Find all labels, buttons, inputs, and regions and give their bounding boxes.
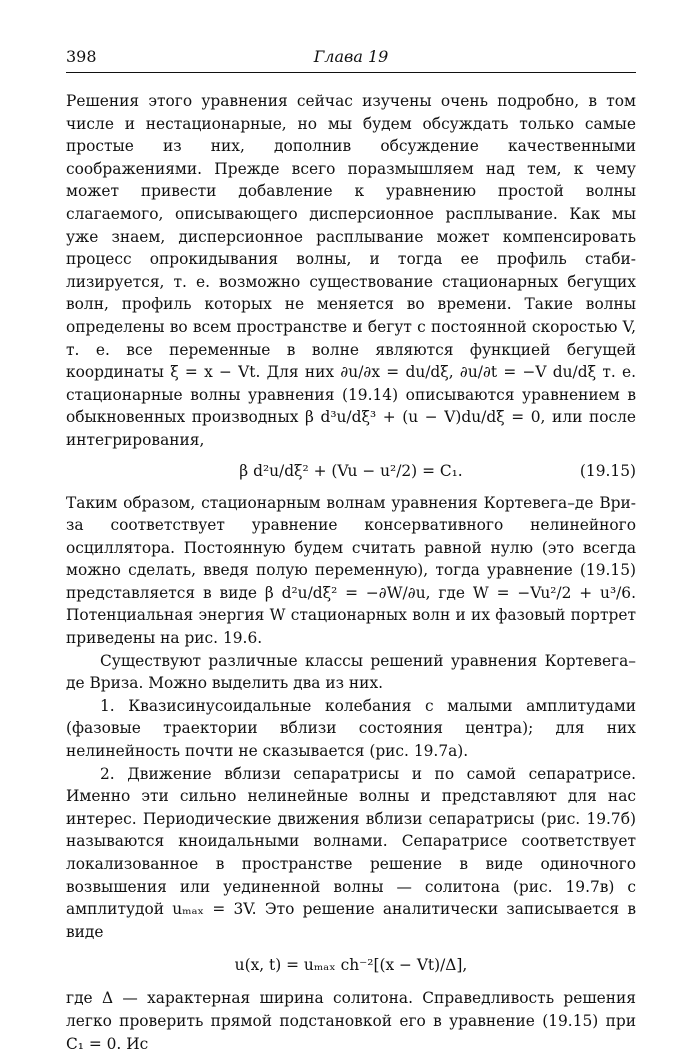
header-rule (66, 72, 636, 73)
paragraph-oscillator: Таким образом, стационарным волнам уравнения Кортевега–де Вриза соответствует уравнение консервативного нелинейного осциллятора. Постоянную будем считать равной нулю (это всегда можно сделать, введя полую переменную), тогда уравнение (19.15) представляется в виде β d²u/dξ² = −∂W/∂u, где W = −Vu²/2 + u³/6. Потенциальная энергия W стационарных волн и их фазовый портрет приведены на рис. 19.6. (66, 493, 636, 648)
page-header (66, 47, 636, 69)
paragraph-classes: Существуют различные классы решений уравнения Кортевега–де Вриза. Можно выделить два из них. (66, 651, 636, 693)
page-number: 398 (66, 47, 97, 66)
equation-19-15 (66, 452, 636, 492)
page-body (66, 90, 636, 1055)
equation-formula: β d²u/dξ² + (Vu − u²/2) = C₁. (239, 461, 463, 480)
paragraph-item-1: 1. Квазисинусоидальные колебания с малыми амплитудами (фазовые траектории вблизи состояния центра); для них нелинейность почти не сказывается (рис. 19.7а). (66, 696, 636, 761)
equation-formula: u(x, t) = uₘₐₓ ch⁻²[(x − Vt)/Δ], (234, 956, 468, 975)
equation-soliton (66, 943, 636, 987)
running-title: Глава 19 (313, 47, 389, 66)
paragraph-width: где Δ — характерная ширина солитона. Справедливость решения легко проверить прямой подстановкой его в уравнение (19.15) при C₁ = 0. Ис (66, 989, 636, 1053)
paragraph-item-2: 2. Движение вблизи сепаратрисы и по самой сепаратрисе. Именно эти сильно нелинейные волны и представляют для нас интерес. Периодические движения вблизи сепаратрисы (рис. 19.7б) называются кноидальными волнами. Сепаратрисе соответствует локализованное в пространстве решение в виде одиночного возвышения или уединенной волны — солитона (рис. 19.7в) с амплитудой uₘₐₓ = 3V. Это решение аналитически записывается в виде (66, 764, 636, 941)
equation-number: (19.15) (579, 461, 636, 480)
paragraph-intro: Решения этого уравнения сейчас изучены очень подробно, в том числе и нестационарные, но мы будем обсуждать только самые простые из них, дополнив обсуждение качественными соображениями. Прежде всего поразмышляем над тем, к чему может привести добавление к уравнению простой волны слагаемого, описывающего дисперсионное расплывание. Как мы уже знаем, дисперсионное расплывание может компенсировать процесс опрокидывания волны, и тогда ее профиль стабилизируется, т. е. возможно существование стационарных бегущих волн, профиль которых не меняется во времени. Такие волны определены во всем пространстве и бегут с постоянной скоростью V, т. е. все переменные в волне являются функцией бегущей координаты ξ = x − Vt. Для них ∂u/∂x = du/dξ, ∂u/∂t = −V du/dξ т. е. стационарные волны уравнения (19.14) описываются уравнением в обыкновенных производных β d³u/dξ³ + (u − V)du/dξ = 0, или после интегрирования, (66, 92, 636, 449)
